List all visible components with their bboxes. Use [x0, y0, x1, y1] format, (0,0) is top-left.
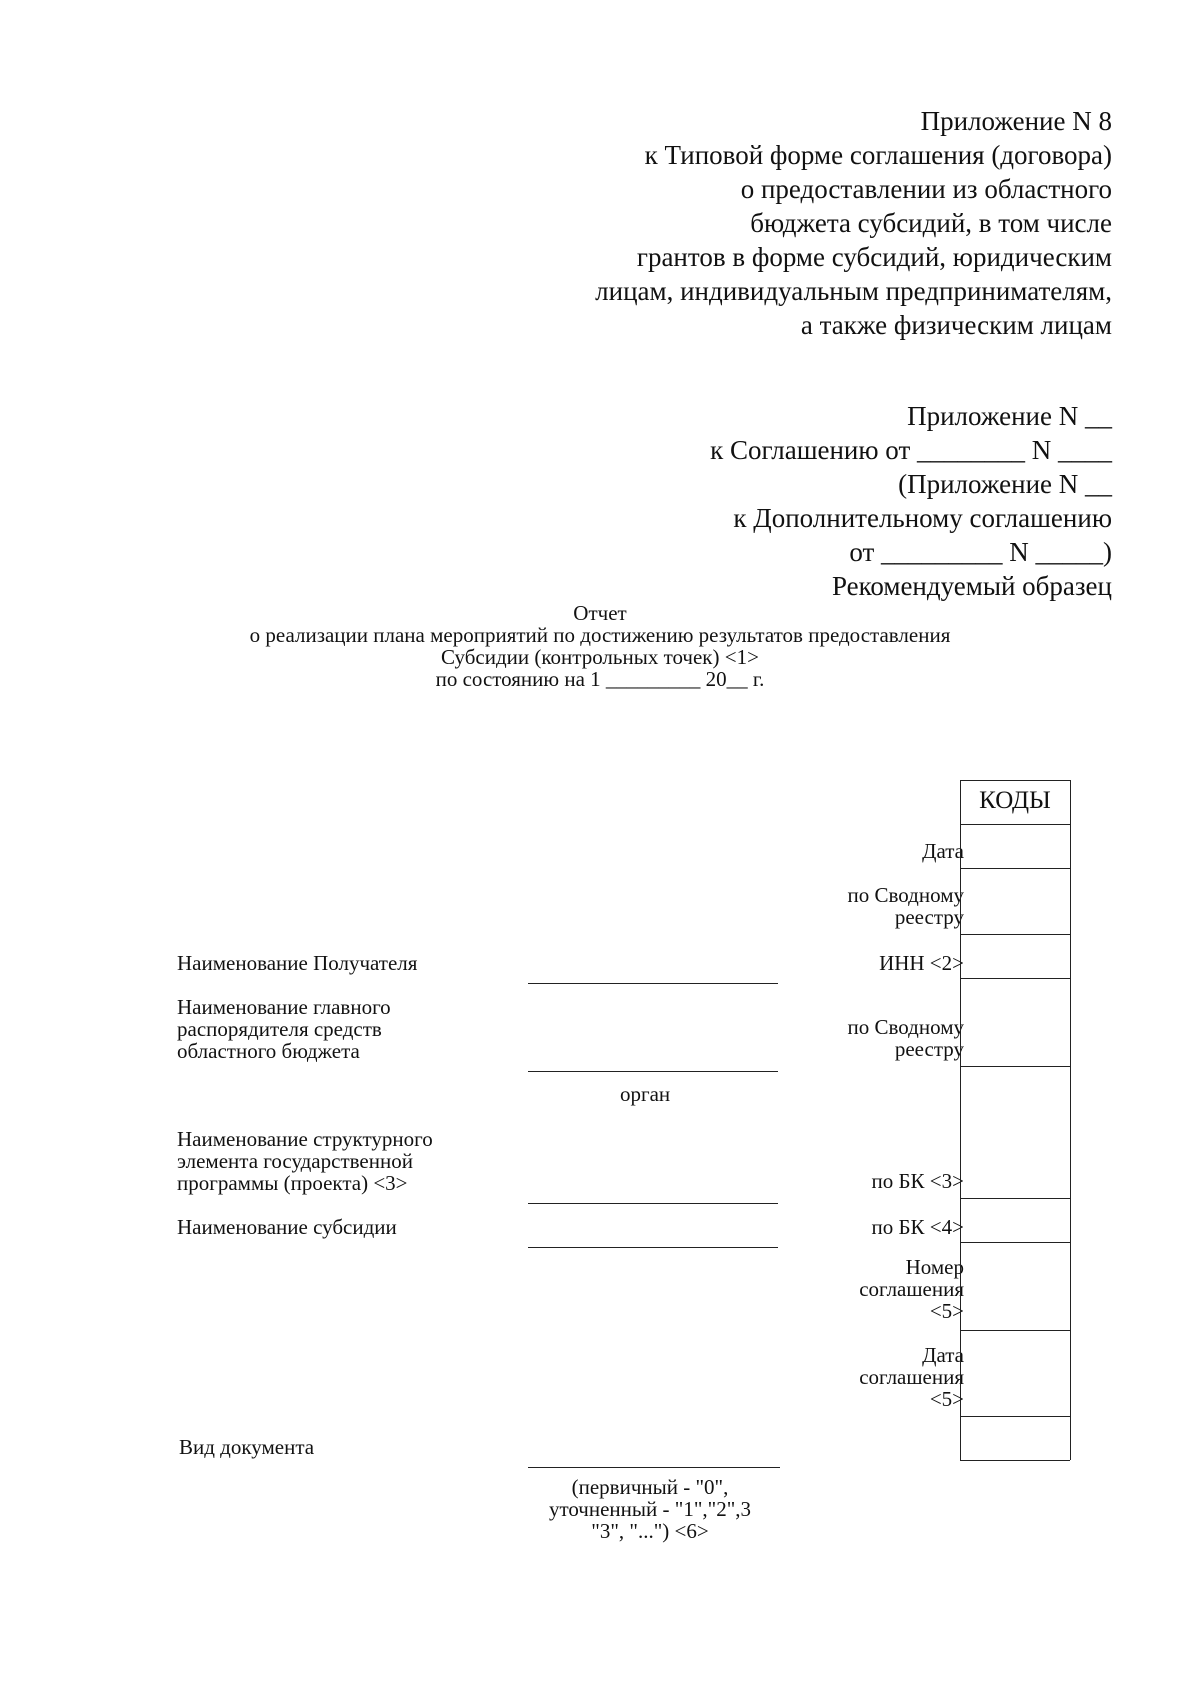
- codes-table-border: [960, 1330, 1070, 1331]
- code-cell-registry-2[interactable]: [962, 980, 1068, 1064]
- code-cell-bk3[interactable]: [962, 1068, 1068, 1196]
- code-cell-date[interactable]: [962, 826, 1068, 866]
- report-title-line: Субсидии (контрольных точек) <1>: [441, 645, 759, 669]
- code-cell-bk4[interactable]: [962, 1200, 1068, 1240]
- chief-administrator-label: [177, 996, 391, 1062]
- code-label-line: <5>: [929, 1299, 964, 1323]
- codes-table-header: КОДЫ: [979, 787, 1051, 814]
- chief-administrator-line: распорядителя средств: [177, 1017, 382, 1041]
- document-type-label: Вид документа: [179, 1435, 315, 1459]
- report-title-line: Отчет: [573, 601, 627, 625]
- codes-table-right-border: [1070, 780, 1071, 1460]
- code-cell-document-type[interactable]: [962, 1418, 1068, 1458]
- organ-caption: орган: [620, 1082, 671, 1106]
- code-cell-inn[interactable]: [962, 936, 1068, 976]
- code-label-line: Номер: [905, 1255, 964, 1279]
- code-label-registry-2: [848, 1016, 964, 1060]
- structural-element-line: программы (проекта) <3>: [177, 1171, 408, 1195]
- codes-table-border: [960, 1460, 1070, 1461]
- codes-table-left-border: [960, 780, 961, 1460]
- appendix-line: к Типовой форме соглашения (договора): [644, 140, 1112, 170]
- code-label-inn: ИНН <2>: [879, 951, 964, 975]
- appendix-line: бюджета субсидий, в том числе: [750, 208, 1112, 238]
- attachment-line: Рекомендуемый образец: [831, 571, 1112, 601]
- appendix-header: [492, 104, 1112, 342]
- report-title: [150, 602, 1050, 690]
- attachment-line: от _________ N _____): [849, 537, 1112, 567]
- code-label-registry-1: [848, 884, 964, 928]
- codes-table-border: [960, 978, 1070, 979]
- document-type-hint-line: уточненный - "1","2",3: [548, 1497, 752, 1521]
- structural-element-label: [177, 1128, 433, 1194]
- code-cell-agreement-date[interactable]: [962, 1332, 1068, 1414]
- codes-table-border: [960, 1416, 1070, 1417]
- appendix-line: Приложение N 8: [920, 106, 1112, 136]
- appendix-line: грантов в форме субсидий, юридическим: [636, 242, 1112, 272]
- code-label-bk4: по БК <4>: [871, 1215, 964, 1239]
- recipient-name-label: Наименование Получателя: [177, 951, 418, 975]
- report-title-line: по состоянию на 1 _________ 20__ г.: [435, 667, 765, 691]
- structural-element-line: элемента государственной: [177, 1149, 413, 1173]
- chief-administrator-field[interactable]: [528, 1071, 778, 1072]
- subsidy-name-label: Наименование субсидии: [177, 1215, 397, 1239]
- document-type-hint: [500, 1476, 800, 1542]
- appendix-line: а также физическим лицам: [800, 310, 1112, 340]
- chief-administrator-line: Наименование главного: [177, 995, 391, 1019]
- code-label-line: соглашения: [859, 1365, 964, 1389]
- code-label-line: соглашения: [859, 1277, 964, 1301]
- codes-table-border: [960, 780, 1070, 781]
- codes-table-border: [960, 868, 1070, 869]
- codes-table-border: [960, 1066, 1070, 1067]
- codes-table-border: [960, 934, 1070, 935]
- codes-table-border: [960, 824, 1070, 825]
- attachment-header: [492, 399, 1112, 603]
- code-label-date: Дата: [922, 839, 964, 863]
- appendix-line: лицам, индивидуальным предпринимателям,: [595, 276, 1112, 306]
- codes-table-border: [960, 1198, 1070, 1199]
- attachment-line: к Соглашению от ________ N ____: [710, 435, 1112, 465]
- document-type-field[interactable]: [528, 1467, 780, 1468]
- document-type-hint-line: (первичный - "0",: [571, 1475, 729, 1499]
- code-label-line: реестру: [894, 1037, 964, 1061]
- structural-element-line: Наименование структурного: [177, 1127, 433, 1151]
- code-label-line: <5>: [929, 1387, 964, 1411]
- recipient-name-field[interactable]: [528, 983, 778, 984]
- code-label-agreement-number: [859, 1256, 964, 1322]
- attachment-line: к Дополнительному соглашению: [733, 503, 1112, 533]
- code-label-line: по Сводному: [847, 1015, 964, 1039]
- codes-table-border: [960, 1242, 1070, 1243]
- subsidy-name-field[interactable]: [528, 1247, 778, 1248]
- chief-administrator-line: областного бюджета: [177, 1039, 360, 1063]
- code-label-line: Дата: [922, 1343, 964, 1367]
- report-title-line: о реализации плана мероприятий по достижению результатов предоставления: [249, 623, 951, 647]
- code-label-line: реестру: [894, 905, 964, 929]
- attachment-line: Приложение N __: [907, 401, 1112, 431]
- code-cell-agreement-number[interactable]: [962, 1244, 1068, 1328]
- structural-element-field[interactable]: [528, 1203, 778, 1204]
- appendix-line: о предоставлении из областного: [740, 174, 1112, 204]
- code-label-bk3: по БК <3>: [871, 1169, 964, 1193]
- code-label-line: по Сводному: [847, 883, 964, 907]
- code-cell-registry-1[interactable]: [962, 870, 1068, 932]
- code-label-agreement-date: [859, 1344, 964, 1410]
- document-type-hint-line: "3", "...") <6>: [591, 1519, 709, 1543]
- attachment-line: (Приложение N __: [898, 469, 1112, 499]
